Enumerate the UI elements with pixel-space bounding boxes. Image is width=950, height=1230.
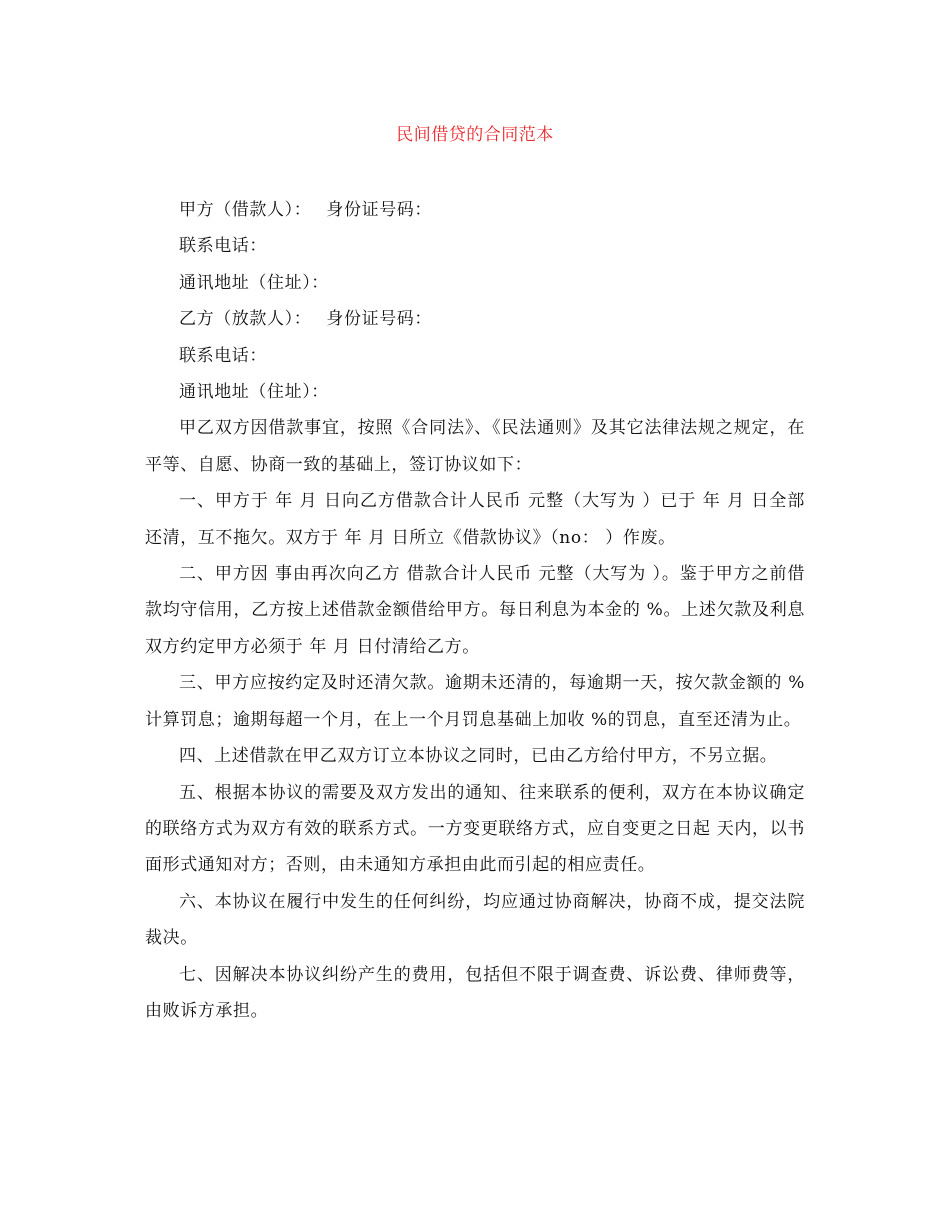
preamble-paragraph: 甲乙双方因借款事宜，按照《合同法》、《民法通则》及其它法律法规之规定，在平等、自愿、协商一致的基础上，签订协议如下： — [145, 418, 805, 475]
clause-7: 七、因解决本协议纠纷产生的费用，包括但不限于调查费、诉讼费、律师费等，由败诉方承担。 — [145, 964, 805, 1021]
party-a-id-line: 甲方（借款人）： 身份证号码： — [179, 200, 433, 220]
party-a-address-line: 通讯地址（住址）： — [179, 272, 329, 293]
clause-3: 三、甲方应按约定及时还清欠款。逾期未还清的，每逾期一天，按欠款金额的 %计算罚息；逾期每超一个月，在上一个月罚息基础上加收 %的罚息，直至还清为止。 — [145, 673, 805, 730]
document-body — [145, 192, 805, 1029]
party-b-address-line: 通讯地址（住址）： — [179, 382, 329, 403]
party-a-phone-line: 联系电话： — [179, 236, 267, 257]
document-title: 民间借贷的合同范本 — [396, 125, 554, 145]
party-b-phone-line: 联系电话： — [179, 345, 267, 366]
clause-4: 四、上述借款在甲乙双方订立本协议之同时，已由乙方给付甲方，不另立据。 — [179, 746, 778, 767]
clause-5: 五、根据本协议的需要及双方发出的通知、往来联系的便利，双方在本协议确定的联络方式为双方有效的联系方式。一方变更联络方式，应自变更之日起 天内，以书面形式通知对方；否则，由未通知方承担由此而引起的相应责任。 — [145, 782, 805, 876]
party-b-id-line: 乙方（放款人）： 身份证号码： — [179, 309, 433, 330]
clause-6: 六、本协议在履行中发生的任何纠纷，均应通过协商解决，协商不成，提交法院裁决。 — [145, 891, 805, 949]
clause-2: 二、甲方因 事由再次向乙方 借款合计人民币 元整（大写为 ）。鉴于甲方之前借款均守信用，乙方按上述借款金额借给甲方。每日利息为本金的 %。上述欠款及利息双方约定甲方必须于 年 月 日付清给乙方。 — [145, 564, 805, 657]
clause-1: 一、甲方于 年 月 日向乙方借款合计人民币 元整（大写为 ）已于 年 月 日全部还清，互不拖欠。双方于 年 月 日所立《借款协议》（no： ）作废。 — [145, 491, 805, 548]
